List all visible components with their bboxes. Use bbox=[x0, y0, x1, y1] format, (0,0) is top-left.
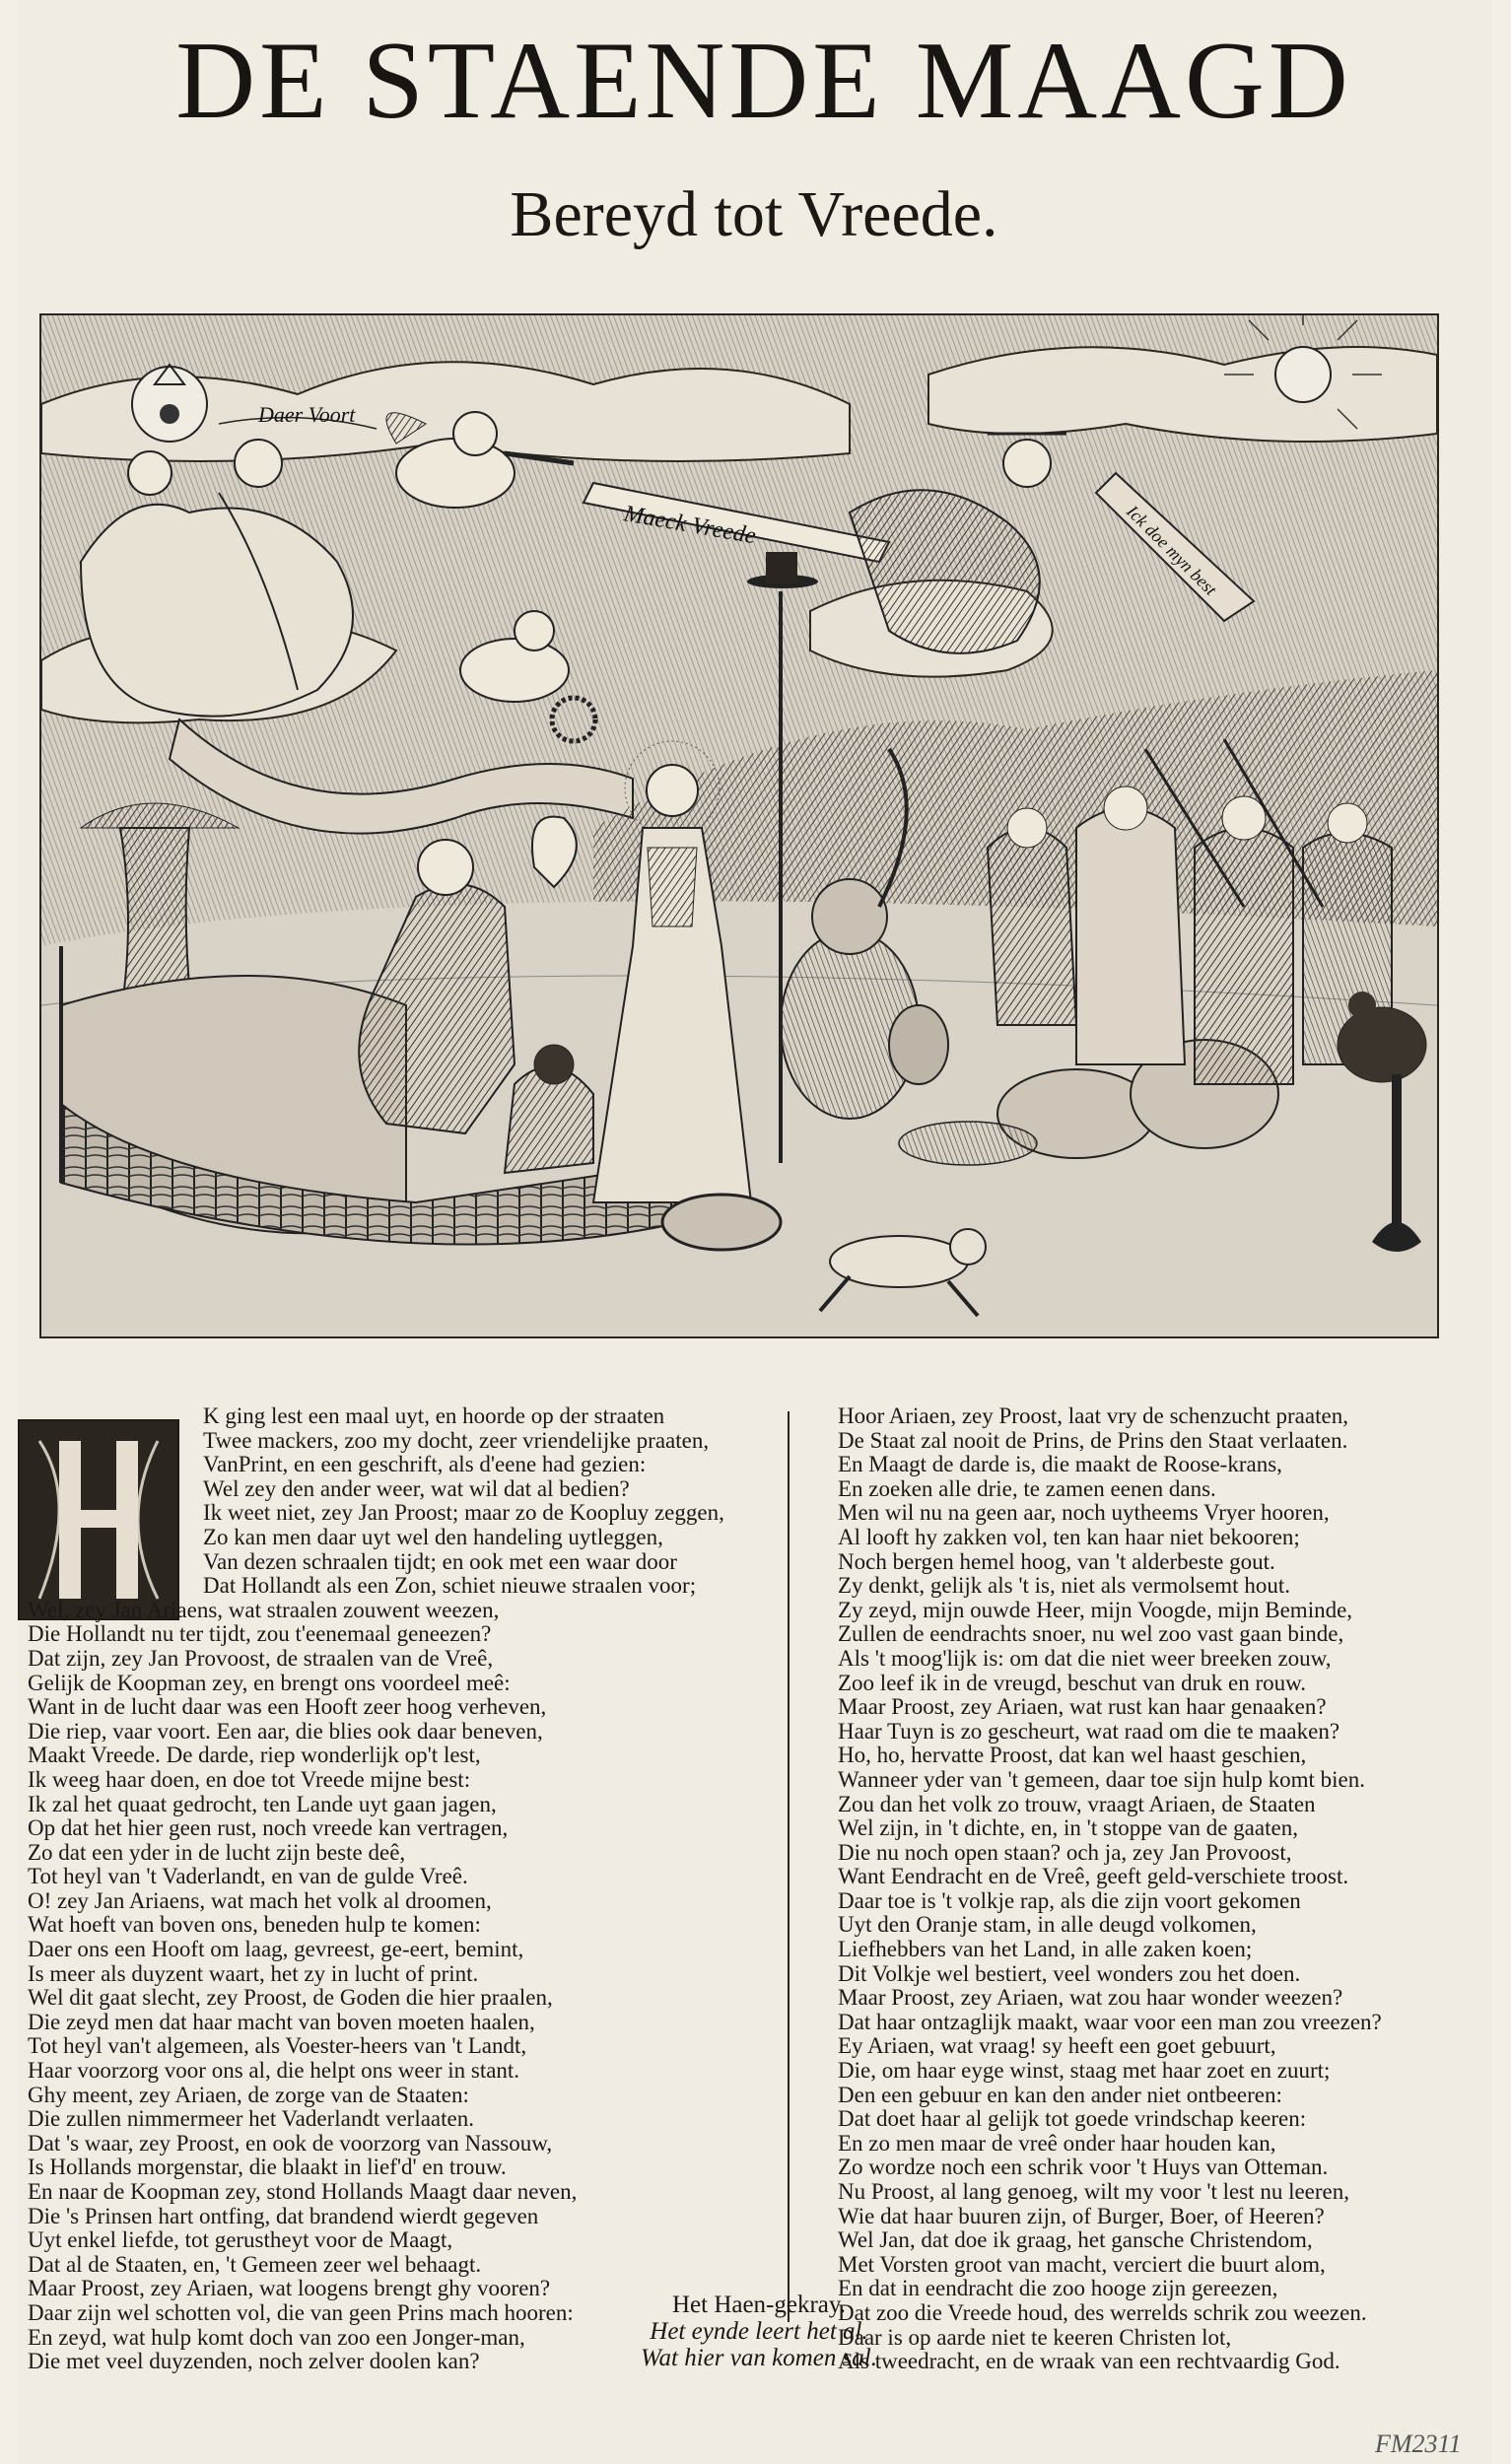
poem-line: Dat doet haar al gelijk tot goede vrindschap keeren: bbox=[838, 2106, 1307, 2132]
page-subtitle: Bereyd tot Vreede. bbox=[510, 178, 998, 250]
inventory-mark: FM2311 bbox=[1375, 2430, 1462, 2458]
poem-line: En zoeken alle drie, te zamen eenen dans. bbox=[838, 1475, 1216, 1501]
poem-line: Noch bergen hemel hoog, van 't alderbeste gout. bbox=[838, 1548, 1275, 1574]
poem-line: Dat zoo die Vreede houd, des werrelds schrik zou weezen. bbox=[838, 2299, 1367, 2325]
allegorical-engraving bbox=[39, 313, 1439, 1338]
poem-line: Maakt Vreede. De darde, riep wonderlijk op't lest, bbox=[28, 1743, 481, 1768]
poem-line: Twee mackers, zoo my docht, zeer vriendelijke praaten, bbox=[203, 1427, 710, 1453]
poem-line: Wel, zey Jan Ariaens, wat straalen zouwent weezen, bbox=[28, 1597, 500, 1622]
poem-line: Wel dit gaat slecht, zey Proost, de Goden die hier praalen, bbox=[28, 1985, 553, 2011]
poem-line: Wat hoeft van boven ons, beneden hulp te komen: bbox=[28, 1912, 481, 1938]
poem-line: Dat Hollandt als een Zon, schiet nieuwe straalen voor; bbox=[203, 1573, 697, 1599]
poem-line: Wanneer yder van 't gemeen, daar toe sijn hulp komt bien. bbox=[838, 1766, 1365, 1792]
poem-line: Dat zijn, zey Jan Provoost, de straalen van de Vreê, bbox=[28, 1645, 494, 1671]
poem-line: Op dat het hier geen rust, noch vreede kan vertragen, bbox=[28, 1815, 509, 1841]
poem-line: Maar Proost, zey Ariaen, wat zou haar wonder weezen? bbox=[838, 1985, 1343, 2011]
poem-line: Die riep, vaar voort. Een aar, die blies ook daar beneven, bbox=[28, 1718, 543, 1744]
column-divider bbox=[788, 1411, 790, 2322]
poem-line: Ik zal het quaat gedrocht, ten Lande uyt gaan jagen, bbox=[28, 1791, 497, 1816]
poem-line: Hoor Ariaen, zey Proost, laat vry de schenzucht praaten, bbox=[838, 1403, 1348, 1428]
poem-line: Zo kan men daar uyt wel den handeling uytleggen, bbox=[203, 1524, 663, 1549]
poem-line: Die Hollandt nu ter tijdt, zou t'eenemaal geneezen? bbox=[28, 1621, 492, 1647]
closing-line: Het eynde leert het al. bbox=[650, 2318, 868, 2345]
poem-line: Die nu noch open staan? och ja, zey Jan Provoost, bbox=[838, 1839, 1292, 1865]
poem-line: Dat haar ontzaglijk maakt, waar voor een man zou vreezen? bbox=[838, 2009, 1382, 2034]
poem-line: Als 't moog'lijk is: om dat die niet weer breeken zouw, bbox=[838, 1645, 1332, 1671]
poem-line: VanPrint, en een geschrift, als d'eene had gezien: bbox=[203, 1452, 647, 1477]
poem-line: Zullen de eendrachts snoer, nu wel zoo vast gaan binde, bbox=[838, 1621, 1344, 1647]
poem-line: O! zey Jan Ariaens, wat mach het volk al droomen, bbox=[28, 1887, 492, 1913]
poem-line: Daer ons een Hooft om laag, gevreest, ge-eert, bemint, bbox=[28, 1937, 524, 1962]
poem-line: Gelijk de Koopman zey, en brengt ons voordeel meê: bbox=[28, 1670, 511, 1695]
poem-line: Zo wordze noch een schrik voor 't Huys van Otteman. bbox=[838, 2155, 1329, 2180]
poem-line: Nu Proost, al lang genoeg, wilt my voor 't lest nu leeren, bbox=[838, 2179, 1349, 2204]
poem-line: Haar Tuyn is zo gescheurt, wat raad om die te maaken? bbox=[838, 1718, 1340, 1744]
poem-line: Van dezen schraalen tijdt; en ook met een waar door bbox=[203, 1548, 677, 1574]
poem-line: Tot heyl van 't Vaderlandt, en van de gulde Vreê. bbox=[28, 1864, 468, 1889]
poem-line: Zy zeyd, mijn ouwde Heer, mijn Voogde, mijn Beminde, bbox=[838, 1597, 1353, 1622]
poem-line: En zeyd, wat hulp komt doch van zoo een Jonger-man, bbox=[28, 2324, 525, 2350]
poem-right-column bbox=[838, 1404, 1478, 2374]
poem-line: Ik weet niet, zey Jan Proost; maar zo de Koopluy zeggen, bbox=[203, 1500, 724, 1526]
poem-line: Ho, ho, hervatte Proost, dat kan wel haast geschien, bbox=[838, 1743, 1307, 1768]
poem-line: Die met veel duyzenden, noch zelver doolen kan? bbox=[28, 2349, 480, 2374]
poem-line: Al looft hy zakken vol, ten kan haar niet bekooren; bbox=[838, 1524, 1300, 1549]
poem-line: K ging lest een maal uyt, en hoorde op der straaten bbox=[203, 1403, 665, 1428]
poem-line: Die 's Prinsen hart ontfing, dat brandend wierdt gegeven bbox=[28, 2203, 539, 2228]
page-title: DE STAENDE MAAGD bbox=[175, 20, 1352, 142]
closing-line: Wat hier van komen sal. bbox=[640, 2345, 877, 2371]
poem-line: Maar Proost, zey Ariaen, wat rust kan haar genaaken? bbox=[838, 1694, 1327, 1720]
poem-line: Den een gebuur en kan den ander niet ontbeeren: bbox=[838, 2082, 1282, 2107]
poem-line: Zoo leef ik in de vreugd, beschut van druk en rouw. bbox=[838, 1670, 1306, 1695]
scroll-text-ick-doe-myn-best: Ick doe myn best bbox=[1123, 501, 1221, 600]
radiant-head-icon bbox=[132, 365, 207, 442]
poem-line: Daar toe is 't volkje rap, als die zijn voort gekomen bbox=[838, 1887, 1301, 1913]
shield bbox=[662, 1195, 781, 1250]
poem-line: Daar is op aarde niet te keeren Christen lot, bbox=[838, 2324, 1232, 2350]
poem-line: En naar de Koopman zey, stond Hollands Maagt daar neven, bbox=[28, 2179, 578, 2204]
poem-line: Want Eendracht en de Vreê, geeft geld-verschiete troost. bbox=[838, 1864, 1349, 1889]
poem-line: De Staat zal nooit de Prins, de Prins den Staat verlaaten. bbox=[838, 1427, 1348, 1453]
poem-line: Als tweedracht, en de wraak van een rechtvaardig God. bbox=[838, 2349, 1340, 2374]
poem-line: Haar voorzorg voor ons al, die helpt ons weer in stant. bbox=[28, 2058, 520, 2084]
poem-line: Dit Volkje wel bestiert, veel wonders zou het doen. bbox=[838, 1960, 1301, 1986]
closing-heading: Het Haen-gekray. bbox=[671, 2292, 847, 2318]
poem-line: Dat al de Staaten, en, 't Gemeen zeer wel behaagt. bbox=[28, 2251, 482, 2277]
poem-line: Is Hollands morgenstar, die blaakt in lief'd' en trouw. bbox=[28, 2155, 507, 2180]
poem-line: Wie dat haar buuren zijn, of Burger, Boer, of Heeren? bbox=[838, 2203, 1325, 2228]
poem-line: En dat in eendracht die zoo hooge zijn gereezen, bbox=[838, 2276, 1278, 2301]
poem-line: Ik weeg haar doen, en doe tot Vreede mijne best: bbox=[28, 1766, 471, 1792]
poem-line: Zy denkt, gelijk als 't is, niet als vermolsemt hout. bbox=[838, 1573, 1290, 1599]
poem-line: Met Vorsten groot van macht, verciert die buurt alom, bbox=[838, 2251, 1326, 2277]
poem-line: Dat 's waar, zey Proost, en ook de voorzorg van Nassouw, bbox=[28, 2130, 553, 2156]
poem-line: Want in de lucht daar was een Hooft zeer hoog verheven, bbox=[28, 1694, 547, 1720]
engraving-illustration bbox=[41, 315, 1437, 1336]
poem-line: Liefhebbers van het Land, in alle zaken koen; bbox=[838, 1937, 1253, 1962]
closing-verse bbox=[532, 2292, 986, 2371]
scroll-text-maeck-vreede: Maeck Vreede bbox=[621, 501, 758, 550]
poem-line: Tot heyl van't algemeen, als Voester-heers van 't Landt, bbox=[28, 2033, 527, 2059]
poem-line: Daar zijn wel schotten vol, die van geen Prins mach hooren: bbox=[28, 2299, 574, 2325]
poem-line: Uyt den Oranje stam, in alle deugd volkomen, bbox=[838, 1912, 1257, 1938]
poem-line: Is meer als duyzent waart, het zy in lucht of print. bbox=[28, 1960, 479, 1986]
poem-left-column bbox=[28, 1404, 777, 2374]
poem-line: Wel zey den ander weer, wat wil dat al bedien? bbox=[203, 1475, 630, 1501]
poem-line: Wel zijn, in 't dichte, en, in 't stoppe van de gaaten, bbox=[838, 1815, 1298, 1841]
poem-line: Wel Jan, dat doe ik graag, het gansche Christendom, bbox=[838, 2227, 1313, 2253]
scroll-text-daer-voort: Daer Voort bbox=[258, 402, 356, 427]
poem-line: En Maagt de darde is, die maakt de Roose-krans, bbox=[838, 1452, 1282, 1477]
poem-line: Maar Proost, zey Ariaen, wat loogens brengt ghy vooren? bbox=[28, 2276, 551, 2301]
poem-line: Ey Ariaen, wat vraag! sy heeft een goet gebuurt, bbox=[838, 2033, 1276, 2059]
poem-line: Die zeyd men dat haar macht van boven moeten haalen, bbox=[28, 2009, 535, 2034]
poem-line: Die zullen nimmermeer het Vaderlandt verlaaten. bbox=[28, 2106, 474, 2132]
poem-line: Zou dan het volk zo trouw, vraagt Ariaen, de Staaten bbox=[838, 1791, 1316, 1816]
poem-line: Ghy meent, zey Ariaen, de zorge van de Staaten: bbox=[28, 2082, 469, 2107]
poem-line: Uyt enkel liefde, tot gerustheyt voor de Maagt, bbox=[28, 2227, 453, 2253]
poem-line: Die, om haar eyge winst, staag met haar zoet en zuurt; bbox=[838, 2058, 1331, 2084]
poem-line: Men wil nu na geen aar, noch uytheems Vryer hooren, bbox=[838, 1500, 1330, 1526]
poem-line: En zo men maar de vreê onder haar houden kan, bbox=[838, 2130, 1276, 2156]
poem-line: Zo dat een yder in de lucht zijn beste deê, bbox=[28, 1839, 406, 1865]
